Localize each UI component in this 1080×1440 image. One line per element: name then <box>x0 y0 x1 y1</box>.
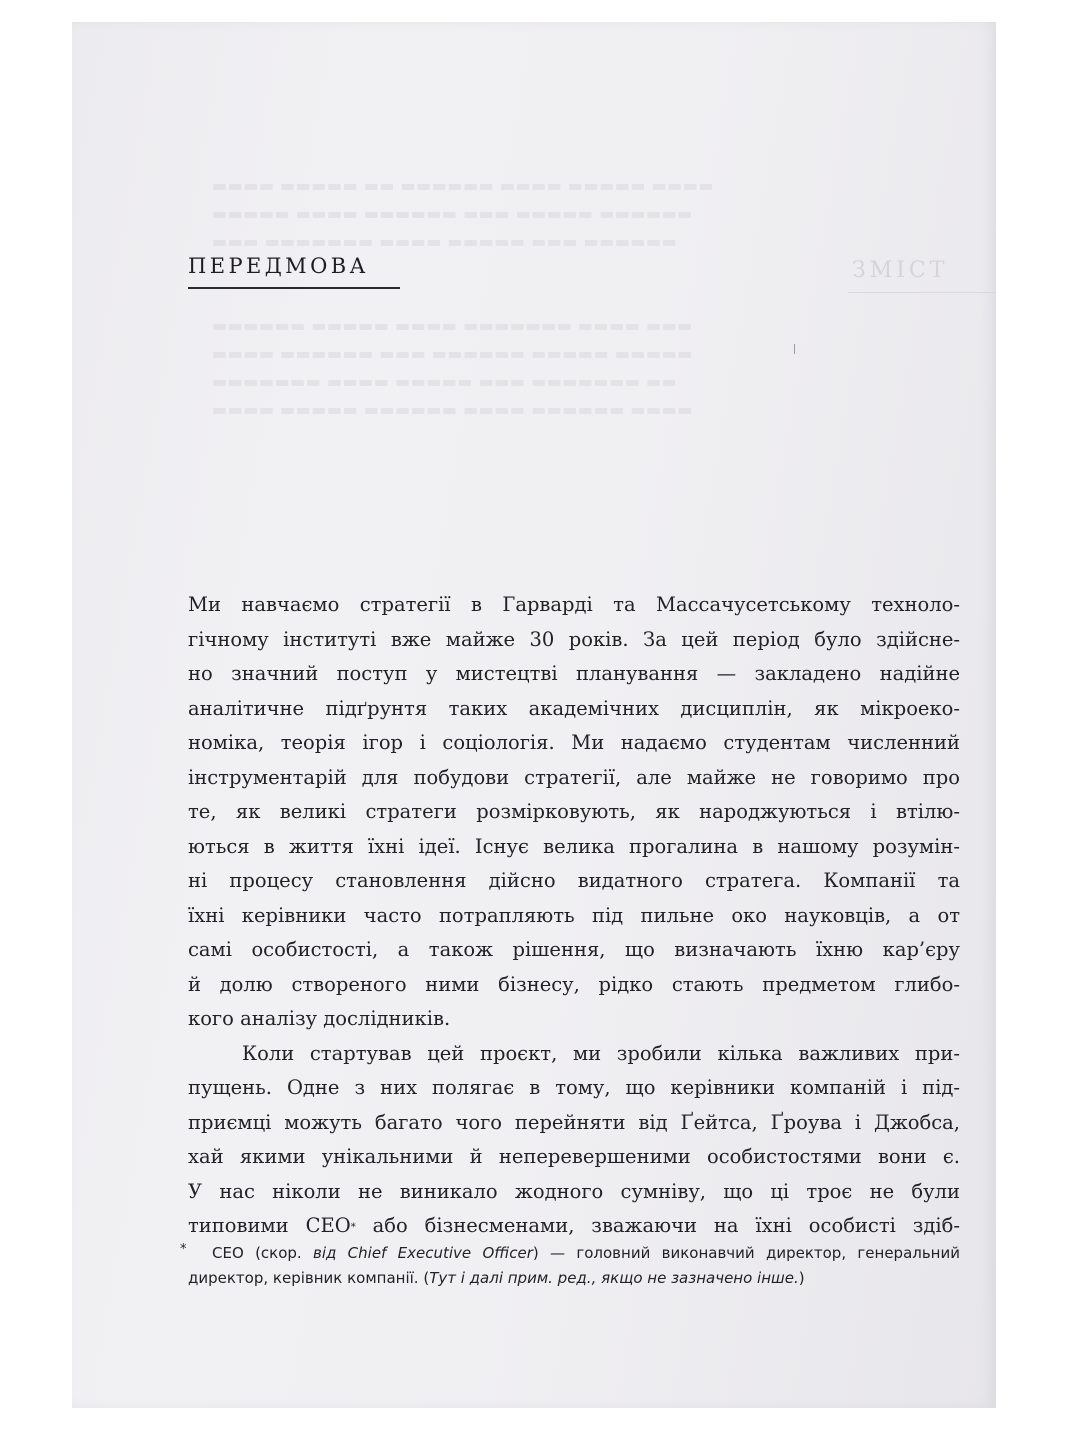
text-line: й долю створеного ними бізнесу, рідко стають предметом глибо- <box>188 972 960 996</box>
text-line: номіка, теорія ігор і соціологія. Ми надаємо студентам численний <box>188 731 960 754</box>
text-line: те, як великі стратеги розмірковують, як народжуються і втілю- <box>188 800 960 823</box>
text-line: приємці можуть багато чого перейняти від Ґейтса, Ґроува і Джобса, <box>188 1110 960 1134</box>
footnote-reference[interactable]: * <box>350 1222 356 1233</box>
footnote-line <box>188 1241 960 1266</box>
book-page <box>72 22 996 1408</box>
dust-speck <box>794 344 795 354</box>
text-line: У нас ніколи не виникало жодного сумніву, що ці троє не були <box>188 1179 960 1203</box>
text-line: аналітичне підґрунтя таких академічних дисциплін, як мікроеко- <box>188 696 960 720</box>
text-fragment: або бізнесменами, зважаючи на їхні особисті здіб- <box>355 1214 960 1237</box>
text-line: самі особистості, а також рішення, що визначають їхню кар’єру <box>188 938 960 961</box>
footnote-fragment: CEO (скор. <box>212 1244 313 1262</box>
show-through-title: ЗМІСТ <box>852 258 949 283</box>
footnote-fragment: директор, керівник компанії. ( <box>188 1269 430 1287</box>
text-line: но значний поступ у мистецтві планування — закладено надійне <box>188 662 960 685</box>
footnote-fragment-italic: Тут і далі прим. ред., якщо не зазначено інше. <box>429 1269 799 1287</box>
text-line: гічному інституті вже майже 30 років. За цей період було здійсне- <box>188 627 960 651</box>
text-line: Коли стартував цей проєкт, ми зробили кілька важливих при- <box>242 1041 960 1065</box>
text-line: ються в життя їхні ідеї. Існує велика прогалина в нашому розумін- <box>188 834 960 858</box>
footnote-fragment-italic: від Chief Executive Officer <box>313 1244 533 1262</box>
text-line: інструментарій для побудови стратегії, але майже не говоримо про <box>188 765 960 789</box>
footnote <box>180 1241 960 1291</box>
footnote-marker: * <box>180 1242 187 1257</box>
text-line: Ми навчаємо стратегії в Гарварді та Массачусетському техноло- <box>188 593 960 616</box>
footnote-fragment: ) — головний виконавчий директор, генеральний <box>532 1244 960 1262</box>
text-line: пущень. Одне з них полягає в тому, що керівники компаній і під- <box>188 1076 960 1099</box>
heading-underline <box>188 287 400 289</box>
text-fragment: типовими CEO <box>188 1214 351 1237</box>
footnote-fragment: ) <box>798 1269 805 1287</box>
text-line: хай якими унікальними й неперевершеними особистостями вони є. <box>188 1145 960 1168</box>
text-line: ні процесу становлення дійсно видатного стратега. Компанії та <box>188 869 960 892</box>
text-line: їхні керівники часто потрапляють під пильне око науковців, а от <box>188 903 960 927</box>
page-heading: ПЕРЕДМОВА <box>188 254 369 278</box>
body-text <box>188 588 960 1244</box>
footnote-line <box>188 1266 960 1291</box>
text-line-with-footnote-ref <box>188 1209 960 1244</box>
show-through-rule <box>848 292 996 293</box>
text-line: кого аналізу дослідників. <box>188 1007 451 1030</box>
show-through-lines: ▬▬▬▬ ▬▬▬▬▬ ▬▬ ▬▬▬▬▬▬ ▬▬▬▬ ▬▬▬▬▬ ▬▬▬▬ ▬▬▬▬▬ ▬▬▬▬ ▬▬▬▬▬▬ ▬▬▬ ▬▬▬▬▬ ▬▬▬▬▬▬ ▬▬▬ ▬▬▬▬▬▬▬ ▬▬▬▬ ▬▬▬▬▬ ▬▬▬ ▬▬▬▬▬▬ ▬▬▬▬▬▬ ▬▬▬▬▬ ▬▬▬▬ ▬▬▬▬▬▬▬ ▬▬▬▬ ▬▬▬ ▬▬▬▬ ▬▬▬▬▬▬ ▬▬▬ ▬▬▬▬▬▬ ▬▬▬▬▬ ▬▬▬▬▬ ▬▬▬▬▬▬▬ ▬▬▬▬ ▬▬▬▬▬ ▬▬▬ ▬▬▬▬▬▬▬ ▬▬ ▬▬▬▬ ▬▬▬▬▬ ▬▬▬▬▬▬ ▬▬▬▬ ▬▬▬▬▬▬ ▬▬▬▬ <box>212 176 715 419</box>
